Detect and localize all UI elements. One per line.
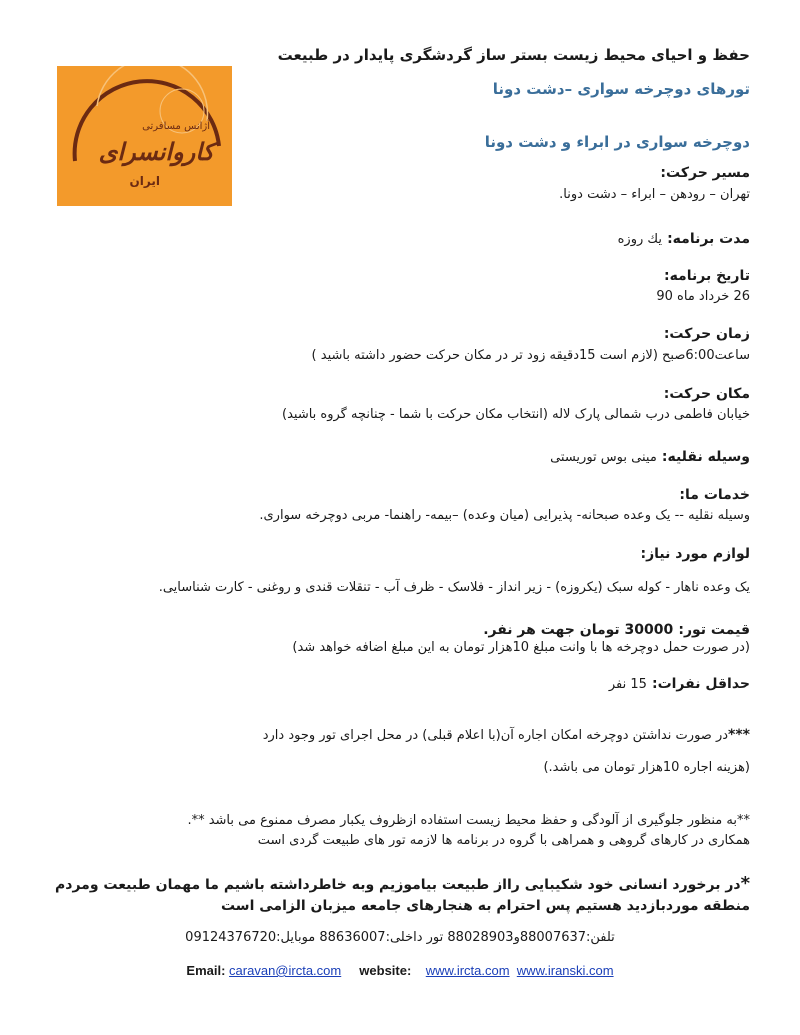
conduct-line1: در برخورد انسانی خود شکیبایی رااز طبیعت بیاموزیم وبه خاطرداشته باشیم ما مهمان طبیعت ومردم — [55, 877, 741, 893]
website-label: website: — [359, 963, 412, 978]
logo-caption-main: کاروانسرای — [98, 138, 214, 166]
vehicle-value: مینی بوس توریستی — [550, 450, 657, 465]
section-title: دوچرخه سواری در ابراء و دشت دونا — [484, 133, 750, 151]
conduct-marker: * — [740, 873, 750, 894]
email-link[interactable]: caravan@ircta.com — [229, 963, 342, 978]
services-value: وسیله نقلیه -- یک وعده صبحانه- پذیرایی (میان وعده) –بیمه- راهنما- مربی دوچرخه سواری. — [259, 508, 750, 523]
phone-line: تلفن:88007637و88028903 تور داخلی:88636007 موبایل:09124376720 — [185, 930, 615, 945]
equipment-label: لوازم مورد نیاز: — [640, 546, 750, 562]
logo-caption-top: آژانس مسافرتی — [142, 121, 210, 132]
rental-cost: (هزینه اجاره 10هزار تومان می باشد.) — [543, 760, 750, 775]
website-link-iranski[interactable]: www.iranski.com — [516, 963, 614, 978]
vehicle-row — [60, 446, 750, 468]
website-link-ircta[interactable]: www.ircta.com — [425, 963, 510, 978]
env-note-line1: **به منظور جلوگیری از آلودگی و حفظ محیط زیست استفاده ازظروف یکبار مصرف ممنوع می باشد **. — [187, 813, 750, 828]
conduct-line2: منطقه موردبازدید هستیم پس احترام به هنجارهای جامعه میزبان الزامی است — [220, 898, 750, 914]
services-label: خدمات ما: — [679, 487, 750, 503]
price-label: قیمت تور: — [678, 622, 750, 638]
route-value: تهران – رودهن – ابراء – دشت دونا. — [559, 187, 750, 202]
document-subtitle: تورهای دوچرخه سواری –دشت دونا — [492, 80, 750, 98]
route-label: مسیر حرکت: — [660, 165, 750, 181]
logo-caption-bottom: ایران — [129, 174, 160, 188]
document-title: حفظ و احیای محیط زیست بستر ساز گردشگری پایدار در طبیعت — [277, 46, 750, 64]
date-label: تاریخ برنامه: — [663, 268, 750, 284]
rental-marker: *** — [728, 727, 750, 743]
duration-row — [60, 228, 750, 250]
departure-place-label: مکان حرکت: — [663, 386, 750, 402]
price-note: (در صورت حمل دوچرخه ها با وانت مبلغ 10هزار تومان به این مبلغ اضافه خواهد شد) — [292, 640, 750, 655]
min-people-row — [60, 673, 750, 695]
conduct-line1-row — [30, 873, 750, 896]
price-row — [60, 619, 750, 638]
equipment-value: یک وعده ناهار - کوله سبک (یکروزه) - زیر انداز - فلاسک - ظرف آب - تنقلات قندی و روغنی - کارت شناسایی. — [158, 580, 750, 595]
duration-value: یك روزه — [617, 232, 662, 247]
departure-place-value: خیابان فاطمی درب شمالی پارک لاله (انتخاب مکان حرکت با شما - چنانچه گروه باشید) — [282, 407, 750, 422]
departure-time-label: زمان حرکت: — [663, 326, 750, 342]
departure-time-value: ساعت6:00صبح (لازم است 15دقیقه زود تر در مکان حرکت حضور داشته باشید ) — [311, 348, 750, 363]
rental-row — [60, 724, 750, 746]
duration-label: مدت برنامه: — [667, 231, 750, 247]
date-value: 26 خرداد ماه 90 — [656, 289, 750, 304]
min-people-value: 15 نفر — [608, 677, 647, 692]
vehicle-label: وسیله نقلیه: — [661, 449, 750, 465]
email-label: Email: — [186, 963, 226, 978]
env-note-line2: همکاری در کارهای گروهی و همراهی با گروه در برنامه ها لازمه تور های طبیعت گردی است — [257, 833, 750, 848]
price-value: 30000 تومان جهت هر نفر. — [483, 622, 674, 638]
min-people-label: حداقل نفرات: — [651, 676, 750, 692]
rental-text: در صورت نداشتن دوچرخه امکان اجاره آن(با اعلام قبلی) در محل اجرای تور وجود دارد — [262, 728, 729, 743]
email-website-line — [0, 963, 800, 978]
